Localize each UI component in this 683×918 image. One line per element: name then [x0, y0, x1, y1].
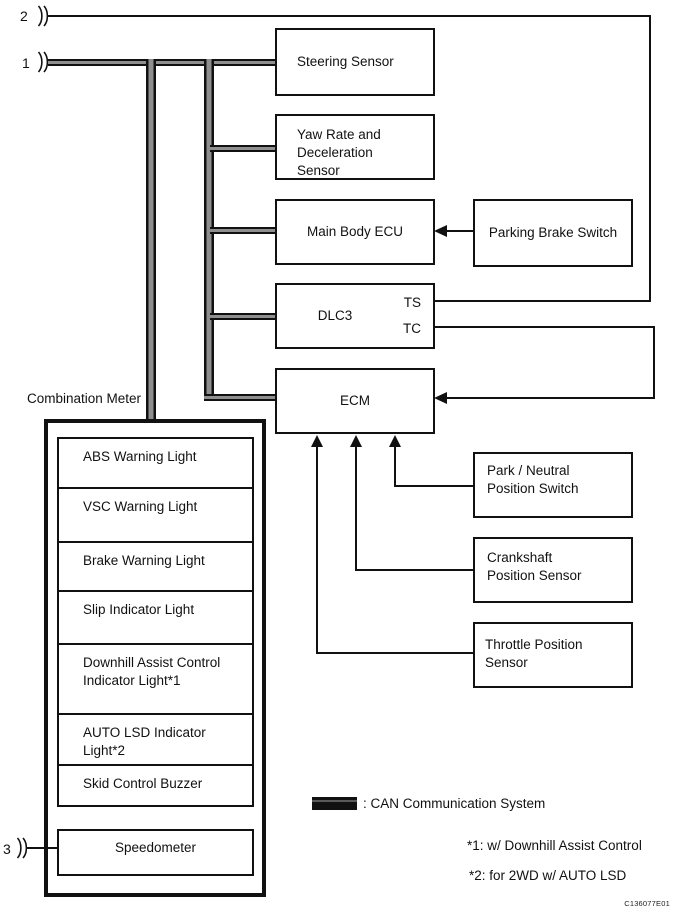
wire-throttle-horizontal: [316, 652, 473, 654]
wire-throttle-vertical: [316, 446, 318, 654]
dlc3-ts-terminal: TS: [403, 295, 421, 310]
wire-park-neutral-horizontal: [394, 485, 473, 487]
can-legend-label: : CAN Communication System: [363, 796, 546, 811]
main-body-ecu-label: Main Body ECU: [306, 223, 404, 239]
can-bus-legend-swatch: [312, 797, 357, 810]
speedometer-box: Speedometer: [57, 829, 254, 876]
dlc3-label-wrap: [277, 285, 393, 347]
can-branch-main-body-ecu: [210, 227, 277, 234]
footnote-2: *2: for 2WD w/ AUTO LSD: [469, 868, 627, 883]
yaw-rate-sensor-label: Yaw Rate and Deceleration Sensor: [297, 127, 381, 179]
ecm-box: [275, 368, 435, 434]
wire-ts: [433, 300, 651, 302]
connector-label-3: 3: [3, 841, 11, 857]
arrow-into-main-body-ecu: [434, 225, 447, 237]
combination-meter-title: Combination Meter: [27, 391, 142, 406]
can-bus-main: [48, 59, 277, 66]
throttle-sensor-box: [473, 622, 633, 688]
downhill-assist-indicator-cell: Downhill Assist Control Indicator Light*1: [57, 643, 254, 715]
wire-2-top: [48, 15, 651, 17]
parking-brake-switch-box: [473, 199, 633, 267]
wire-crankshaft-vertical: [355, 446, 357, 571]
yaw-rate-sensor-box: [275, 114, 435, 180]
arrow-into-ecm-right: [434, 392, 447, 404]
wire-parking-brake: [446, 230, 473, 232]
wire-park-neutral-vertical: [394, 446, 396, 487]
wire-crankshaft-horizontal: [355, 569, 473, 571]
parking-brake-switch-label: Parking Brake Switch: [488, 224, 618, 240]
dlc3-tc-terminal: TC: [403, 321, 421, 336]
connector-label-1: 1: [22, 55, 30, 71]
abs-warning-light-cell: ABS Warning Light: [57, 437, 254, 489]
steering-sensor-label: Steering Sensor: [297, 53, 394, 69]
brake-warning-light-cell: Brake Warning Light: [57, 541, 254, 592]
wire-tc-vertical: [653, 326, 655, 399]
wire-3-speedometer: [26, 847, 59, 849]
vsc-warning-light-cell: VSC Warning Light: [57, 487, 254, 543]
ecm-label: ECM: [340, 392, 370, 408]
wire-2-right-vertical: [649, 15, 651, 302]
break-symbol-2: [35, 4, 48, 28]
can-branch-yaw: [210, 145, 277, 152]
park-neutral-switch-box: [473, 452, 633, 518]
main-body-ecu-box: [275, 199, 435, 265]
dlc3-box: [275, 283, 435, 349]
break-symbol-1: [35, 50, 48, 74]
can-branch-ecm: [204, 394, 277, 401]
can-bus-to-meter: [146, 59, 156, 424]
dlc3-label: DLC3: [317, 307, 353, 323]
wire-tc-top: [433, 326, 655, 328]
skid-control-buzzer-cell: Skid Control Buzzer: [57, 764, 254, 807]
crankshaft-sensor-box: [473, 537, 633, 603]
document-code: C136077E01: [624, 899, 670, 908]
slip-indicator-light-cell: Slip Indicator Light: [57, 590, 254, 645]
connector-label-2: 2: [20, 8, 28, 24]
crankshaft-sensor-label: Crankshaft Position Sensor: [487, 550, 582, 584]
park-neutral-switch-label: Park / Neutral Position Switch: [487, 463, 579, 497]
can-branch-dlc3: [210, 313, 277, 320]
footnote-1: *1: w/ Downhill Assist Control: [467, 838, 642, 853]
steering-sensor-box: [275, 28, 435, 96]
throttle-sensor-label: Throttle Position Sensor: [485, 637, 583, 671]
wire-tc-bottom: [446, 397, 655, 399]
auto-lsd-indicator-cell: AUTO LSD Indicator Light*2: [57, 713, 254, 766]
